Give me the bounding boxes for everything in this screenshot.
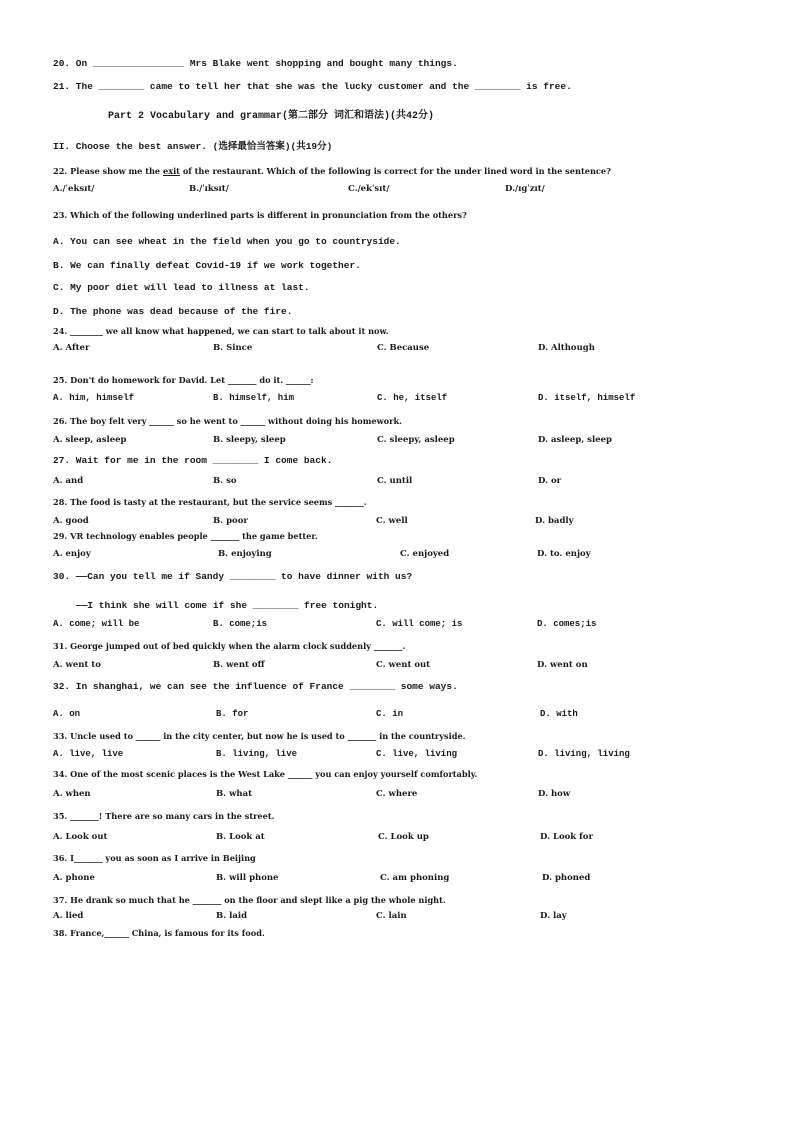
question-35-option-d: D. Look for (540, 832, 593, 842)
question-26-option-d: D. asleep, sleep (538, 435, 612, 445)
question-32-option-c: C. in (376, 709, 404, 719)
question-37-option-a: A. lied (53, 911, 84, 921)
question-25-option-b: B. himself, him (213, 393, 295, 403)
question-32-stem: 32. In shanghai, we can see the influence of France ________ some ways. (53, 681, 458, 692)
question-29-option-c: C. enjoyed (400, 549, 450, 559)
question-34-option-b: B. what (216, 789, 253, 799)
question-25-option-a: A. him, himself (53, 393, 135, 403)
question-29-option-a: A. enjoy (53, 549, 91, 559)
question-30-option-c: C. will come; is (376, 619, 463, 629)
question-34-option-d: D. how (538, 789, 571, 799)
question-34-option-a: A. when (53, 789, 91, 799)
question-24-option-d: D. Although (538, 343, 595, 353)
question-36-option-d: D. phoned (542, 873, 591, 883)
question-31-option-b: B. went off (213, 660, 265, 670)
question-26-option-b: B. sleepy, sleep (213, 435, 286, 445)
question-28-option-c: C. well (376, 516, 408, 526)
question-22-stem-post: of the restaurant. Which of the following is correct for the under lined word in the sentence? (179, 166, 611, 176)
question-27-option-c: C. until (377, 476, 413, 486)
question-33-option-c: C. live, living (376, 749, 458, 759)
part-2-title: Part 2 Vocabulary and grammar(第二部分 词汇和语法)(共42分) (108, 111, 435, 122)
question-37-stem: 37. He drank so much that he _______ on the floor and slept like a pig the whole night. (53, 895, 446, 905)
question-34-stem: 34. One of the most scenic places is the West Lake ______ you can enjoy yourself comfortably. (53, 769, 478, 779)
question-35-option-c: C. Look up (378, 832, 429, 842)
question-35-option-b: B. Look at (216, 832, 265, 842)
question-30-stem-reply: ——I think she will come if she ________ free tonight. (76, 600, 379, 611)
question-23-stem: 23. Which of the following underlined parts is different in pronunciation from the others? (53, 210, 467, 220)
question-29-option-d: D. to. enjoy (537, 549, 591, 559)
question-23-option-a: A. You can see wheat in the field when you go to countryside. (53, 236, 401, 247)
question-28-option-b: B. poor (213, 516, 248, 526)
question-24-option-a: A. After (53, 343, 90, 353)
question-26-option-c: C. sleepy, asleep (377, 435, 455, 445)
question-36-option-a: A. phone (53, 873, 95, 883)
question-22-option-d: D./ɪɡˈzɪt/ (505, 184, 545, 194)
question-27-option-d: D. or (538, 476, 562, 486)
question-35-option-a: A. Look out (53, 832, 108, 842)
question-26-stem: 26. The boy felt very ______ so he went to ______ without doing his homework. (53, 416, 402, 426)
underlined-word: exit (162, 166, 180, 176)
question-36-option-b: B. will phone (216, 873, 279, 883)
question-33-option-a: A. live, live (53, 749, 124, 759)
question-32-option-d: D. with (540, 709, 578, 719)
question-31-stem: 31. George jumped out of bed quickly when the alarm clock suddenly _______. (53, 641, 406, 651)
question-25-option-c: C. he, itself (377, 393, 448, 403)
question-30-option-a: A. come; will be (53, 619, 140, 629)
question-37-option-b: B. laid (216, 911, 248, 921)
question-21: 21. The ________ came to tell her that she was the lucky customer and the ________ is free. (53, 81, 572, 92)
question-25-option-d: D. itself, himself (538, 393, 636, 403)
question-29-option-b: B. enjoying (218, 549, 272, 559)
question-23-option-c: C. My poor diet will lead to illness at last. (53, 282, 310, 293)
question-32-option-b: B. for (216, 709, 249, 719)
question-38-stem: 38. France,______ China, is famous for its food. (53, 928, 265, 938)
question-37-option-d: D. lay (540, 911, 567, 921)
question-27-stem: 27. Wait for me in the room ________ I come back. (53, 455, 333, 466)
question-24-option-b: B. Since (213, 343, 253, 353)
question-29-stem: 29. VR technology enables people _______ the game better. (53, 531, 318, 541)
question-31-option-a: A. went to (53, 660, 101, 670)
question-28-stem: 28. The food is tasty at the restaurant, but the service seems _______. (53, 497, 367, 507)
question-22-stem (53, 165, 611, 177)
question-33-stem: 33. Uncle used to ______ in the city center, but now he is used to _______ in the countryside. (53, 731, 466, 741)
question-36-option-c: C. am phoning (380, 873, 450, 883)
question-24-option-c: C. Because (377, 343, 430, 353)
question-22-option-c: C./ekˈsɪt/ (348, 184, 390, 194)
question-27-option-b: B. so (213, 476, 237, 486)
question-22-option-b: B./ˈɪksɪt/ (189, 184, 229, 194)
question-24-stem: 24. ________ we all know what happened, we can start to talk about it now. (53, 326, 389, 336)
question-33-option-d: D. living, living (538, 749, 630, 759)
question-25-stem: 25. Don't do homework for David. Let _______ do it. ______: (53, 375, 314, 385)
question-22-option-a: A./ˈeksɪt/ (53, 184, 95, 194)
question-30-option-b: B. come;is (213, 619, 268, 629)
question-28-option-a: A. good (53, 516, 89, 526)
question-36-stem: 36. I_______ you as soon as I arrive in Beijing (53, 853, 256, 863)
section-2-heading: II. Choose the best answer. (选择最恰当答案)(共19分) (53, 141, 333, 152)
question-30-option-d: D. comes;is (537, 619, 597, 629)
question-31-option-c: C. went out (376, 660, 431, 670)
question-33-option-b: B. living, live (216, 749, 298, 759)
question-32-option-a: A. on (53, 709, 81, 719)
question-20: 20. On ________________ Mrs Blake went shopping and bought many things. (53, 58, 458, 69)
question-22-stem-pre: 22. Please show me the (53, 166, 163, 176)
question-35-stem: 35. _______! There are so many cars in the street. (53, 811, 275, 821)
question-23-option-d: D. The phone was dead because of the fire. (53, 306, 293, 317)
question-27-option-a: A. and (53, 476, 84, 486)
question-37-option-c: C. lain (376, 911, 407, 921)
question-28-option-d: D. badly (535, 516, 574, 526)
question-31-option-d: D. went on (537, 660, 588, 670)
question-23-option-b: B. We can finally defeat Covid-19 if we work together. (53, 260, 361, 271)
question-30-stem: 30. ——Can you tell me if Sandy ________ to have dinner with us? (53, 571, 413, 582)
question-34-option-c: C. where (376, 789, 418, 799)
question-26-option-a: A. sleep, asleep (53, 435, 127, 445)
